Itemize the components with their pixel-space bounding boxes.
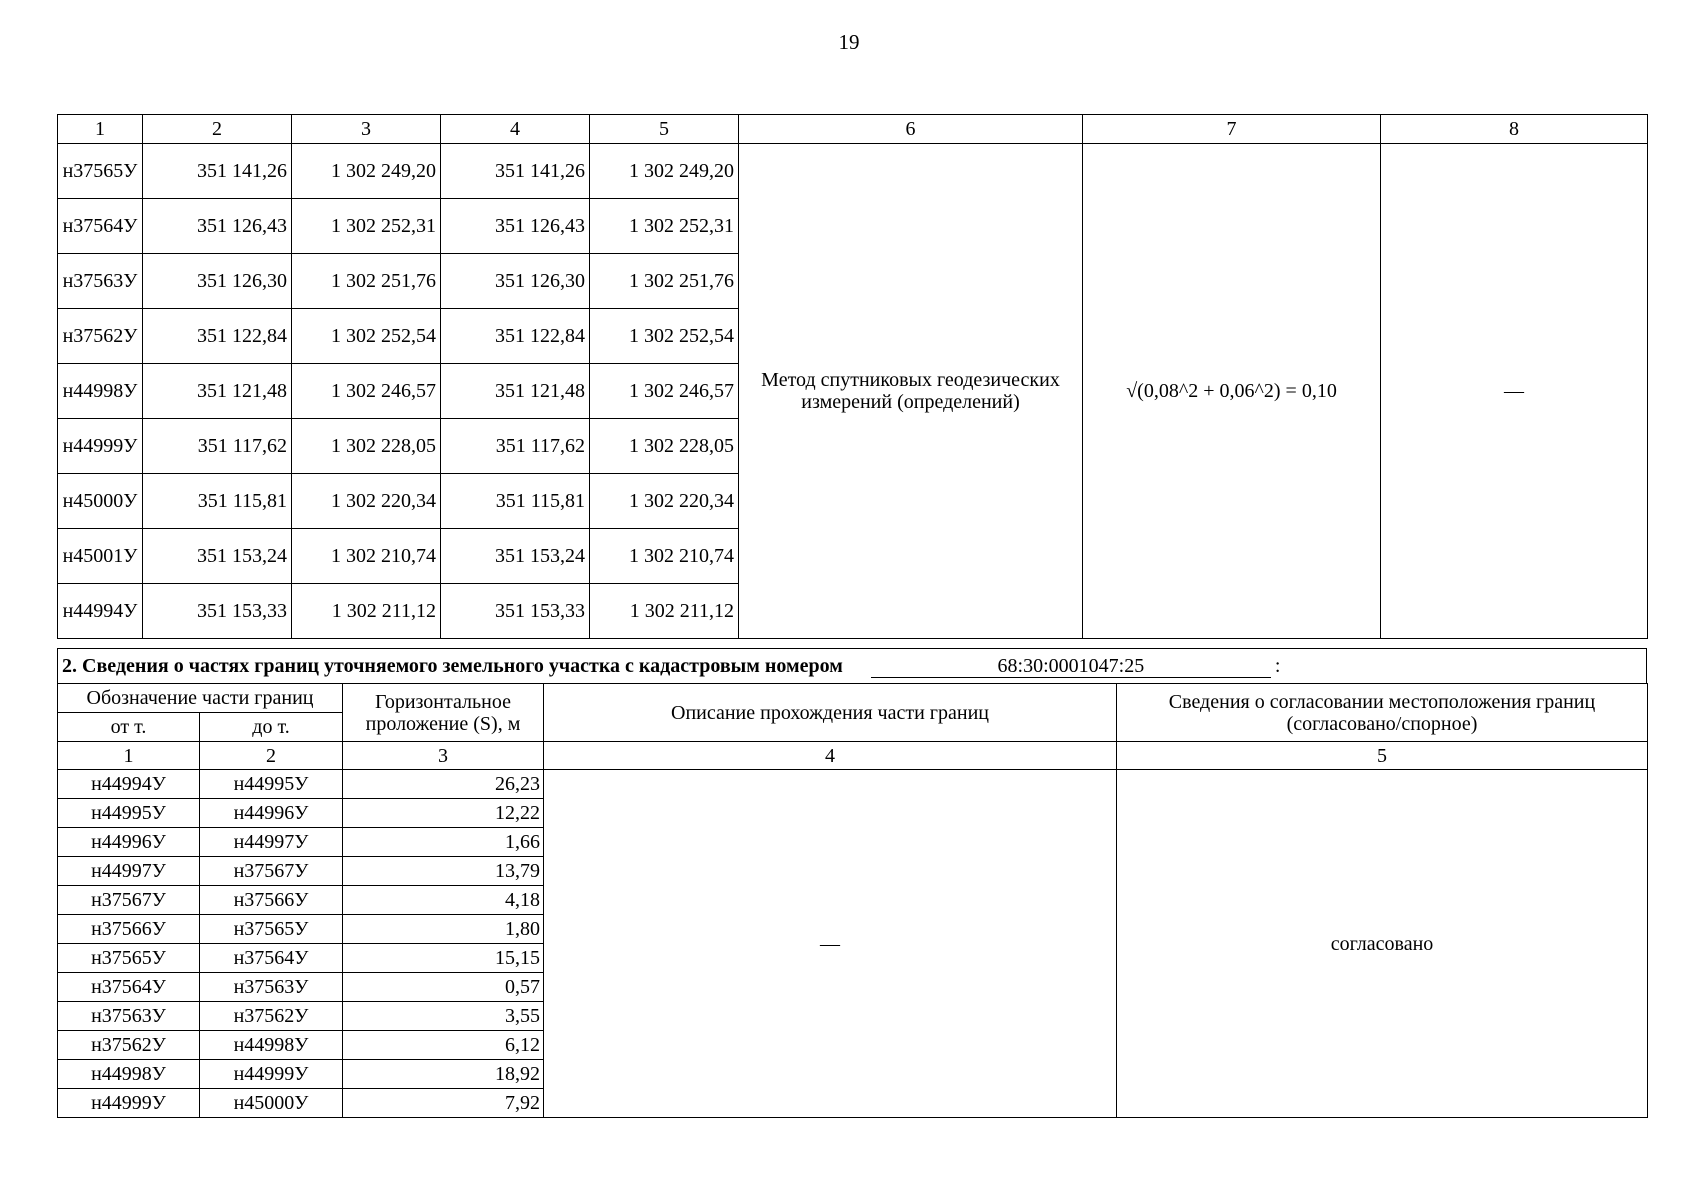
from-header: от т. xyxy=(58,713,200,742)
description-cell: — xyxy=(544,770,1117,1118)
coord-x-refined: 351 117,62 xyxy=(441,419,590,474)
coord-y-existing: 1 302 252,54 xyxy=(292,309,441,364)
from-point: н37567У xyxy=(58,886,200,915)
page-number: 19 xyxy=(838,30,860,54)
horizontal-distance: 6,12 xyxy=(343,1031,544,1060)
point-name: н44998У xyxy=(58,364,143,419)
section-2-title-cell xyxy=(58,649,1647,684)
coord-y-existing: 1 302 251,76 xyxy=(292,254,441,309)
col-header-8: 8 xyxy=(1381,115,1648,144)
from-point: н44996У xyxy=(58,828,200,857)
horizontal-header: Горизонтальное проложение (S), м xyxy=(343,684,544,742)
from-point: н37563У xyxy=(58,1002,200,1031)
point-name: н37562У xyxy=(58,309,143,364)
coord-x-existing: 351 115,81 xyxy=(143,474,292,529)
coordinates-header-row xyxy=(58,115,1648,144)
to-point: н45000У xyxy=(200,1089,343,1118)
col-header-4: 4 xyxy=(441,115,590,144)
section-2-title: 2. Сведения о частях границ уточняемого земельного участка с кадастровым номером xyxy=(62,654,843,677)
coord-y-refined: 1 302 220,34 xyxy=(590,474,739,529)
to-point: н44996У xyxy=(200,799,343,828)
point-name: н37563У xyxy=(58,254,143,309)
col-number-1: 1 xyxy=(58,742,200,770)
col-header-6: 6 xyxy=(739,115,1083,144)
coord-x-existing: 351 117,62 xyxy=(143,419,292,474)
coord-y-existing: 1 302 220,34 xyxy=(292,474,441,529)
method-cell: Метод спутниковых геодезических измерений (определений) xyxy=(739,144,1083,639)
col-number-4: 4 xyxy=(544,742,1117,770)
horizontal-distance: 12,22 xyxy=(343,799,544,828)
coord-y-existing: 1 302 210,74 xyxy=(292,529,441,584)
from-point: н37564У xyxy=(58,973,200,1002)
point-name: н44999У xyxy=(58,419,143,474)
coord-x-existing: 351 122,84 xyxy=(143,309,292,364)
to-point: н37566У xyxy=(200,886,343,915)
horizontal-distance: 18,92 xyxy=(343,1060,544,1089)
point-name: н44994У xyxy=(58,584,143,639)
horizontal-distance: 26,23 xyxy=(343,770,544,799)
from-point: н44999У xyxy=(58,1089,200,1118)
horizontal-distance: 13,79 xyxy=(343,857,544,886)
col-number-2: 2 xyxy=(200,742,343,770)
coord-y-existing: 1 302 211,12 xyxy=(292,584,441,639)
horizontal-distance: 15,15 xyxy=(343,944,544,973)
from-point: н37565У xyxy=(58,944,200,973)
col8-cell: — xyxy=(1381,144,1648,639)
coord-y-existing: 1 302 252,31 xyxy=(292,199,441,254)
col-header-1: 1 xyxy=(58,115,143,144)
coord-x-refined: 351 141,26 xyxy=(441,144,590,199)
coord-x-refined: 351 153,33 xyxy=(441,584,590,639)
from-point: н37566У xyxy=(58,915,200,944)
from-point: н44998У xyxy=(58,1060,200,1089)
col-header-7: 7 xyxy=(1083,115,1381,144)
coord-y-existing: 1 302 249,20 xyxy=(292,144,441,199)
coord-y-refined: 1 302 246,57 xyxy=(590,364,739,419)
coord-x-existing: 351 126,30 xyxy=(143,254,292,309)
coord-x-refined: 351 122,84 xyxy=(441,309,590,364)
to-point: н37565У xyxy=(200,915,343,944)
section-2-title-table xyxy=(57,648,1647,684)
accuracy-cell: √(0,08^2 + 0,06^2) = 0,10 xyxy=(1083,144,1381,639)
coord-y-existing: 1 302 246,57 xyxy=(292,364,441,419)
coord-x-existing: 351 141,26 xyxy=(143,144,292,199)
coord-x-existing: 351 153,33 xyxy=(143,584,292,639)
cadastral-number: 68:30:0001047:25 xyxy=(871,655,1271,678)
coord-y-refined: 1 302 210,74 xyxy=(590,529,739,584)
description-header: Описание прохождения части границ xyxy=(544,684,1117,742)
to-point: н44995У xyxy=(200,770,343,799)
boundary-number-row xyxy=(58,742,1648,770)
to-point: н37562У xyxy=(200,1002,343,1031)
horizontal-distance: 4,18 xyxy=(343,886,544,915)
agreement-cell: согласовано xyxy=(1117,770,1648,1118)
coord-y-refined: 1 302 252,54 xyxy=(590,309,739,364)
col-number-5: 5 xyxy=(1117,742,1648,770)
point-name: н45001У xyxy=(58,529,143,584)
coord-x-refined: 351 126,43 xyxy=(441,199,590,254)
coord-y-refined: 1 302 252,31 xyxy=(590,199,739,254)
horizontal-distance: 1,80 xyxy=(343,915,544,944)
col-header-3: 3 xyxy=(292,115,441,144)
horizontal-distance: 7,92 xyxy=(343,1089,544,1118)
coord-x-refined: 351 126,30 xyxy=(441,254,590,309)
horizontal-distance: 0,57 xyxy=(343,973,544,1002)
boundary-parts-table xyxy=(57,683,1648,1118)
to-point: н37564У xyxy=(200,944,343,973)
point-name: н45000У xyxy=(58,474,143,529)
boundary-header-row-1 xyxy=(58,684,1648,713)
col-header-2: 2 xyxy=(143,115,292,144)
from-point: н37562У xyxy=(58,1031,200,1060)
coord-x-existing: 351 126,43 xyxy=(143,199,292,254)
table-row xyxy=(58,144,1648,199)
designation-header: Обозначение части границ xyxy=(58,684,343,713)
coord-x-refined: 351 153,24 xyxy=(441,529,590,584)
title-colon: : xyxy=(1274,654,1281,677)
coord-y-refined: 1 302 211,12 xyxy=(590,584,739,639)
coord-x-refined: 351 121,48 xyxy=(441,364,590,419)
horizontal-distance: 1,66 xyxy=(343,828,544,857)
horizontal-distance: 3,55 xyxy=(343,1002,544,1031)
col-header-5: 5 xyxy=(590,115,739,144)
coord-y-refined: 1 302 249,20 xyxy=(590,144,739,199)
coord-x-existing: 351 153,24 xyxy=(143,529,292,584)
coord-y-existing: 1 302 228,05 xyxy=(292,419,441,474)
coord-x-existing: 351 121,48 xyxy=(143,364,292,419)
col-number-3: 3 xyxy=(343,742,544,770)
agreement-header: Сведения о согласовании местоположения границ (согласовано/спорное) xyxy=(1117,684,1648,742)
from-point: н44994У xyxy=(58,770,200,799)
to-point: н37563У xyxy=(200,973,343,1002)
point-name: н37564У xyxy=(58,199,143,254)
to-header: до т. xyxy=(200,713,343,742)
coord-y-refined: 1 302 251,76 xyxy=(590,254,739,309)
to-point: н44999У xyxy=(200,1060,343,1089)
to-point: н44998У xyxy=(200,1031,343,1060)
to-point: н44997У xyxy=(200,828,343,857)
coordinates-table xyxy=(57,114,1648,639)
coord-x-refined: 351 115,81 xyxy=(441,474,590,529)
from-point: н44997У xyxy=(58,857,200,886)
table-row xyxy=(58,770,1648,799)
from-point: н44995У xyxy=(58,799,200,828)
to-point: н37567У xyxy=(200,857,343,886)
point-name: н37565У xyxy=(58,144,143,199)
coord-y-refined: 1 302 228,05 xyxy=(590,419,739,474)
